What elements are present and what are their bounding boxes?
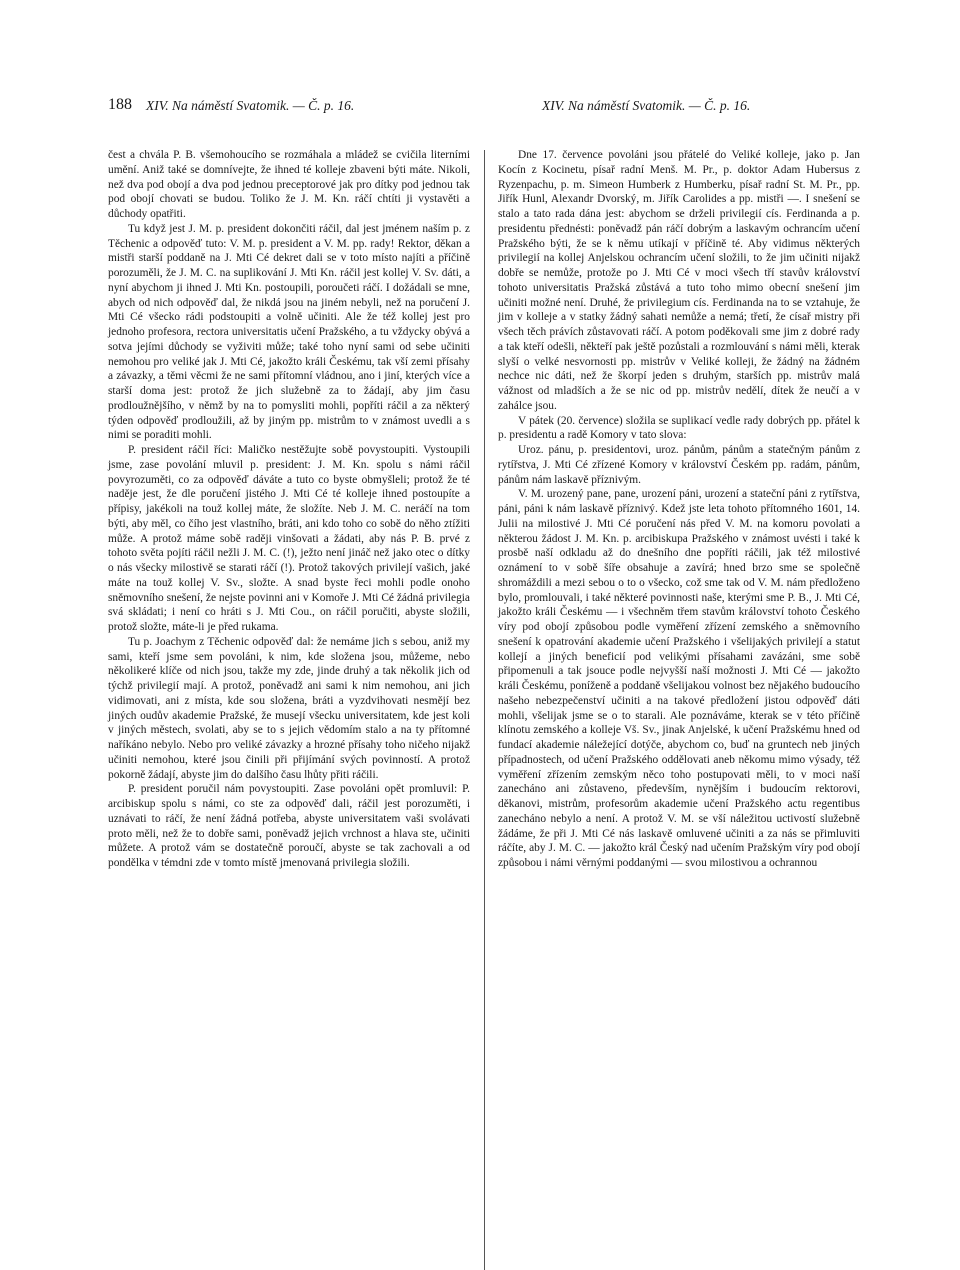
right-column <box>498 148 860 871</box>
running-title-left: XIV. Na náměstí Svatomik. — Č. p. 16. <box>146 98 355 113</box>
page-number: 188 <box>108 96 132 113</box>
paragraph: P. president poručil nám povystoupiti. Zase povoláni opět promluvil: P. arcibiskup spolu s námi, co ste za odpověď dali, ráčil jest porozuměti, i uznávati to ráčí, že není žádná potřeba, abyste universitatem vaši svolávati proto měli, než že to dobře sami, poněvadž jejich vrchnost a hlava ste, učiniti můžete. A protož vám se dostatečně poroučí, abyste se tak zachovali a od pondělka v témdni zde v tomto místě jmenovaná privilegia složili. <box>108 783 470 869</box>
paragraph: V pátek (20. července) složila se suplikací vedle rady dobrých pp. přátel k p. presidentu a radě Komory v tato slova: <box>498 414 860 442</box>
running-title-right: XIV. Na náměstí Svatomik. — Č. p. 16. <box>542 98 751 113</box>
paragraph: Tu p. Joachym z Těchenic odpověď dal: že nemáme jich s sebou, aniž my sami, kteří jsme sem povoláni, k nim, kde složena jsou, můžeme, nebo několikeré klíče od nich jsou, takže my zde, jinde druhý a tak několik jich od týchž privilegií mají. A protož, poněvadž ani sami k nim nemohou, ani jich vidimovati, ani z místa, kde sou složena, bráti a vyzdvihovati nesmějí bez jiných oudův akademie Pražské, že musejí všecku universitatem, kde jest koli v jiných městech, svolati, aby se to s jejich vědomím stalo a na ty přítomné naříkáno nebylo. Nebo pro veliké závazky a hrozné přísahy toho ničeho nijakž učiniti nemohou, které jsou činili při přijímání svých povinností. A protož pokorně žádají, abyste jim do dalšího času lhůty přiti ráčili. <box>108 635 470 781</box>
paragraph: Dne 17. července povoláni jsou přátelé do Veliké kolleje, jako p. Jan Kocín z Kocinetu, písař radní Menš. M. Pr., p. doktor Adam Hubersus z Ryzenpachu, p. m. Simeon Humberk z Humberku, písař radní St. M. Pr., pp. Jiřík Hunl, Alexandr Dvorský, m. Jiřík Carolides a pp. mistři —. I snešení se stalo a tato rada dána jest: abychom se drželi privilegií cís. Ferdinanda a p. presidentu přednésti: poněvadž pán ráčí dobrým a laskavým ochrancím učení Pražského býti, že se k němu utíkají v příčině té. Aby vidimus některých privilegií na kollej Anjelskou ochrancím učení složili, to že jim učiniti nijakž dobře se nemůže, protože po J. Mti Cé v moci všech tří stavův království tohoto universitatis Pražská zůstává a tuto toho mimo obecní snešení jim učiniti možné není. Druhé, že privilegium cís. Ferdinanda na to se vztahuje, že jim v kolleje a v statky žádný sahati nemůže a nemá; třetí, že císař mistry při všech těch právích zůstavovati ráčí. A potom poděkovali sme jim z dobré rady a tak kteří odešli, někteří pak ještě pozůstali a rozmlouvání s námi měli, kterak slyší o velké nesvornosti pp. mistrův v Veliké kolleji, že žádný na žádném nechce nic dáti, než že škorpí jeden s druhým, starších pp. mistrův malá vážnost od mladších a že se nic od pp. mistrův nedělí, dítek že neučí a v zahálce jsou. <box>498 149 860 412</box>
paragraph: V. M. urozený pane, pane, urození páni, urození a stateční páni z rytířstva, páni, páni k nám laskavě příznivý. Kdež jste leta tohoto přítomného 1601, 14. Julii na milostivé J. Mti Cé poručení nás před V. M. na komoru povolati a některou žádost J. M. Kn. p. arcibiskupa Pražského v známost uvésti i také k prosbě naší odkladu až do dnešního dne popříti ráčili, jak též milostivé oznámení to v sobě šíře obsahuje a zavírá; hned brzo sme se společně shromáždili a mezi sebou o to o všecko, což sme tak od V. M. nám předloženo bylo, promlouvali, i také některé povinnosti naše, kterými sme P. B., J. Mti Cé, jakožto králi Českému — i všechněm třem stavům království tohoto Českého víry pod obojí způsobou podle vyměření zřízení zemského a sněmovního snešení k opatrování akademie učení Pražského i všelijakých privilejí a statut kollejí a jiných beneficií pod velikými přísahami zavázáni, sme sobě připomenuli a tak jsouce podle nejvyšší naší možnosti J. Mti Cé — jakožto králi Českému, poníženě a poddaně všelijakou volnost bez nějakého budoucího našeho nebezpečenství učiniti a na takové předložení jistou odpověď dáti mohli, všelijak jsme se o to starali. Ale poznáváme, kterak se v této příčině klínotu zemského a kolleje Vš. Sv., jinak Anjelské, k učení Pražskému hned od fundací akademie náležející dotýče, abychom co, buď na gruntech neb jiných případnostech, od učení Pražského oddělovati aneb někomu mimo výsady, též vyměření zřízením zemským něco toho postupovati měli, to v moci naší zanecháno ani zůstaveno, především, nynějším i budoucím rektorovi, děkanovi, mistrům, profesorům akademie učení Pražského actu regentibus zanecháno nebylo a není. A protož V. M. se vší náležitou uctivostí služebně žádáme, že při J. Mti Cé nás laskavě omluvené učiniti a za nás se přimluviti ráčíte, aby J. M. C. — jakožto král Český nad učením Pražským víry pod obojí způsobou i námi věrnými poddanými — svou milostivou a ochrannou <box>498 488 860 869</box>
column-divider <box>484 150 485 1270</box>
paragraph: Tu když jest J. M. p. president dokončiti ráčil, dal jest jménem naším p. z Těchenic a odpověď tuto: V. M. p. president a V. M. pp. rady! Rektor, děkan a mistři starší poddaně na J. Mti Cé dekret dali se v toto místo najíti a příčině porozuměli, že J. M. C. na suplikování J. Mti Kn. ráčil jest kollej V. Sv. dáti, a nyní abychom ji ihned J. Mti Kn. postoupili, poroučeti ráčí. I dožádali se mne, abych od nich odpověď dal, že nikdá jsou na jiném nebyli, než na poručení J. Mti Cé všecko rádi podstoupiti a volně učiniti. Ale že též kollej jest pro jednoho profesora, rectora universitatis učení Pražského, a tu vždycky obývá a sotva jejími důchody se vyživiti může; také toho nyní sami od sebe učiniti nemohou pro veliké jak J. Mti Cé, jakožto králi Českému, tak vší zemi přísahy a závazky, a těmi věcmi že ne sami přítomní vládnou, ano i jiní, kterých více a starší doma jest: protož že jich služebně za to žádají, aby jim času prodloužnějšího, v němž by na to pomysliti mohli, popříti ráčil a za některý týden odpověď prodloužili, až by jiným pp. mistrům to v známost uvedli a s nimi se poraditi mohli. <box>108 222 470 442</box>
left-column <box>108 148 470 871</box>
running-header <box>108 96 828 120</box>
paragraph: Uroz. pánu, p. presidentovi, uroz. pánům, pánům a statečným pánům z rytířstva, J. Mti Cé zřízené Komory v království Českém pp. radám, pánům, pánům nám laskavě příznivým. <box>498 444 860 486</box>
paragraph: čest a chvála P. B. všemohoucího se rozmáhala a mládež se cvičila literními umění. Aniž také se domnívejte, že ihned té kolleje zbaveni býti máte. Nikoli, než dva pod obojí a dva pod jednou preceptorové jak pro dítky pod jednou tak pod obojí chovati se budou. Toliko že J. M. Kn. ráčí chtíti ji vystavěti a důchody opatřiti. <box>108 149 470 220</box>
paragraph: P. president ráčil říci: Maličko nestěžujte sobě povystoupiti. Vystoupili jsme, zase povolání mluvil p. president: J. M. Kn. spolu s námi ráčil povyrozuměti, co za odpověď dáváte a tuto co byste obmyšleli; protož že té naděje jest, že dle poručení jistého J. Mti Cé té kolleje ihned postoupíte a přípisy, jakékoli na touž kollej máte, že složíte. Neb J. M. C. neráčí na tom býti, aby měl, co čího jest vlastního, bráti, ani kdo toho co sobě do něho ztížiti může. A protož máme sobě raději vinšovati a žádati, aby nás P. B. prvé z tohoto světa pojíti ráčil nežli J. M. C. (!), ježto není jináč než jako otec o dítky o nás všecky milostivě se starati ráčí (!). Protož takových privilejí vašich, jaké máte na touž kollej V. Sv., složte. A snad byste řeci mohli podle onoho sněmovního snešení, že nejste povinni ani v Komoře J. Mti Cé žádná privilegia svá skládati; i není co hráti s J. Mti Cou., on ráčil poručiti, abyste složili, protož složte, máte-li je před rukama. <box>108 444 470 633</box>
